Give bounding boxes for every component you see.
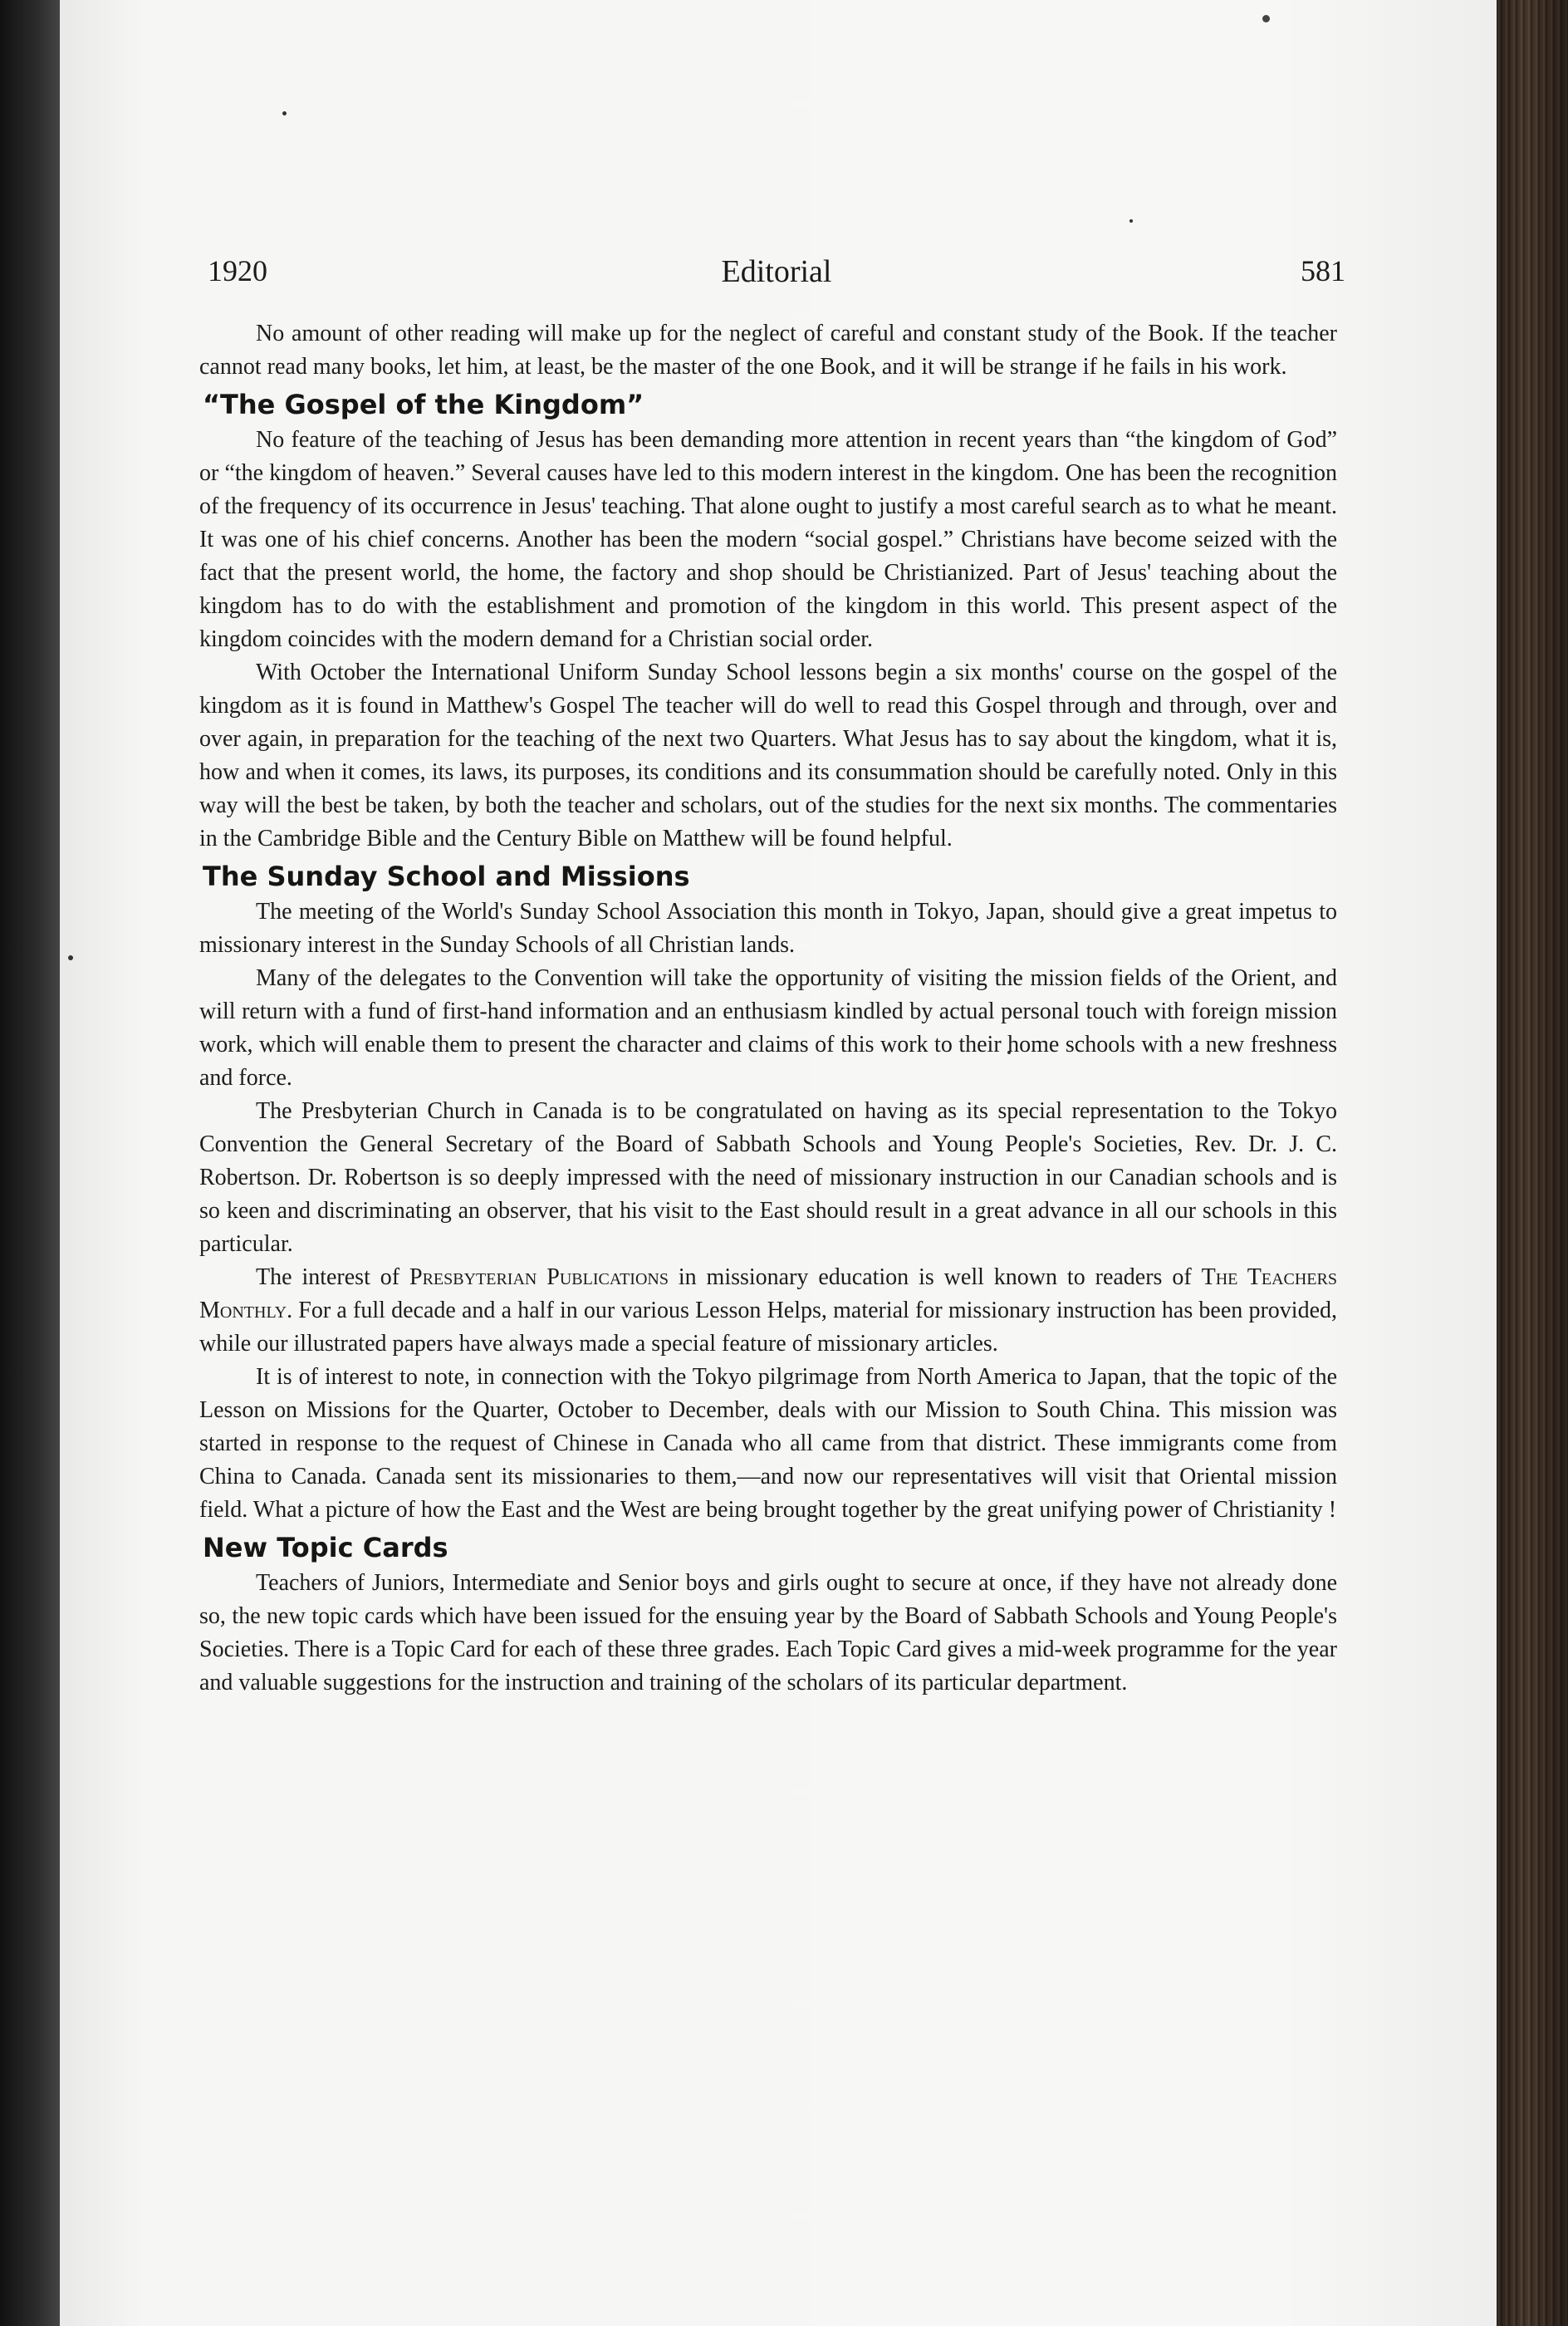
missions-paragraph-3: The Presbyterian Church in Canada is to be congratulated on having as its special representation to the Tokyo Convention the General Secretary of the Board of Sabbath Schools and Young People's Societies, Rev. Dr. J. C. Robertson. Dr. Robertson is so deeply impressed with the need of missionary instruction in our Canadian schools and is so keen and discriminating an observer, that his visit to the East should result in a great advance in all our schools in this particular. (199, 1098, 1337, 1257)
section-heading-missions: The Sunday School and Missions (203, 861, 690, 892)
magazine-name: The Teachers Monthly (199, 1264, 1337, 1323)
header-year: 1920 (208, 254, 267, 287)
section-heading-gospel: “The Gospel of the Kingdom” (203, 389, 644, 420)
scan-speck (68, 955, 73, 960)
topic-cards-paragraph: Teachers of Juniors, Intermediate and Senior boys and girls ought to secure at once, if they have not already done so, the new topic cards which have been issued for the ensuing year by the Board of Sabbath Schools and Young People's Societies. There is a Topic Card for each of these three grades. Each Topic Card gives a mid-week programme for the year and valuable suggestions for the instruction and training of the scholars of its particular department. (199, 1570, 1337, 1695)
p4-text-after: . For a full decade and a half in our various Lesson Helps, material for missionary instruction has been provided, while our illustrated papers have always made a special feature of missionary articles. (199, 1298, 1337, 1357)
scan-speck (282, 111, 287, 115)
page-number: 581 (1301, 254, 1345, 287)
p4-text-middle: in missionary education is well known to readers of (668, 1264, 1202, 1290)
gospel-paragraph-2: With October the International Uniform Sunday School lessons begin a six months' course on the gospel of the kingdom as it is found in Matthew's Gospel The teacher will do well to read this Gospel through and through, over and over again, in preparation for the teaching of the next two Quarters. What Jesus has to say about the kingdom, what it is, how and when it comes, its laws, its purposes, its conditions and its consummation should be carefully noted. Only in this way will the best be taken, by both the teacher and scholars, out of the studies for the next six months. The commentaries in the Cambridge Bible and the Century Bible on Matthew will be found helpful. (199, 660, 1337, 851)
missions-paragraph-1: The meeting of the World's Sunday School Association this month in Tokyo, Japan, should give a great impetus to missionary interest in the Sunday Schools of all Christian lands. (199, 899, 1337, 958)
article-body (199, 317, 1337, 1700)
missions-paragraph-5: It is of interest to note, in connection with the Tokyo pilgrimage from North America to Japan, that the topic of the Lesson on Missions for the Quarter, October to December, deals with our Mission to South China. This mission was started in response to the request of Chinese in Canada who all came from that district. These immigrants come from China to Canada. Canada sent its missionaries to them,—and now our representatives will visit that Oriental mission field. What a picture of how the East and the West are being brought together by the great unifying power of Christianity ! (199, 1364, 1337, 1523)
gospel-paragraph-1: No feature of the teaching of Jesus has been demanding more attention in recent years than “the kingdom of God” or “the kingdom of heaven.” Several causes have led to this modern interest in the kingdom. One has been the recognition of the frequency of its occurrence in Jesus' teaching. That alone ought to justify a most careful search as to what he meant. It was one of his chief concerns. Another has been the modern “social gospel.” Christians have become seized with the fact that the present world, the home, the factory and shop should be Christianized. Part of Jesus' teaching about the kingdom has to do with the establishment and promotion of the kingdom in this world. This present aspect of the kingdom coincides with the modern demand for a Christian social order. (199, 427, 1337, 652)
book-gutter-left (0, 0, 65, 2326)
missions-paragraph-2: Many of the delegates to the Convention will take the opportunity of visiting the mission fields of the Orient, and will return with a fund of first-hand information and an enthusiasm kindled by actual personal touch with foreign mission work, which will enable them to present the character and claims of this work to their home schools with a new freshness and force. (199, 965, 1337, 1091)
p4-text-before: The interest of (256, 1264, 409, 1290)
section-heading-topic-cards: New Topic Cards (203, 1532, 448, 1563)
scan-speck (1129, 219, 1133, 223)
intro-paragraph: No amount of other reading will make up for the neglect of careful and constant study of the Book. If the teacher cannot read many books, let him, at least, be the master of the one Book, and it will be strange if he fails in his work. (199, 321, 1337, 380)
header-title: Editorial (721, 254, 832, 289)
running-header (208, 253, 1345, 300)
missions-paragraph-4 (199, 1261, 1337, 1361)
publisher-name: Presbyterian Publications (409, 1264, 669, 1290)
scan-speck (1262, 15, 1270, 22)
book-page-edges-right (1497, 0, 1568, 2326)
